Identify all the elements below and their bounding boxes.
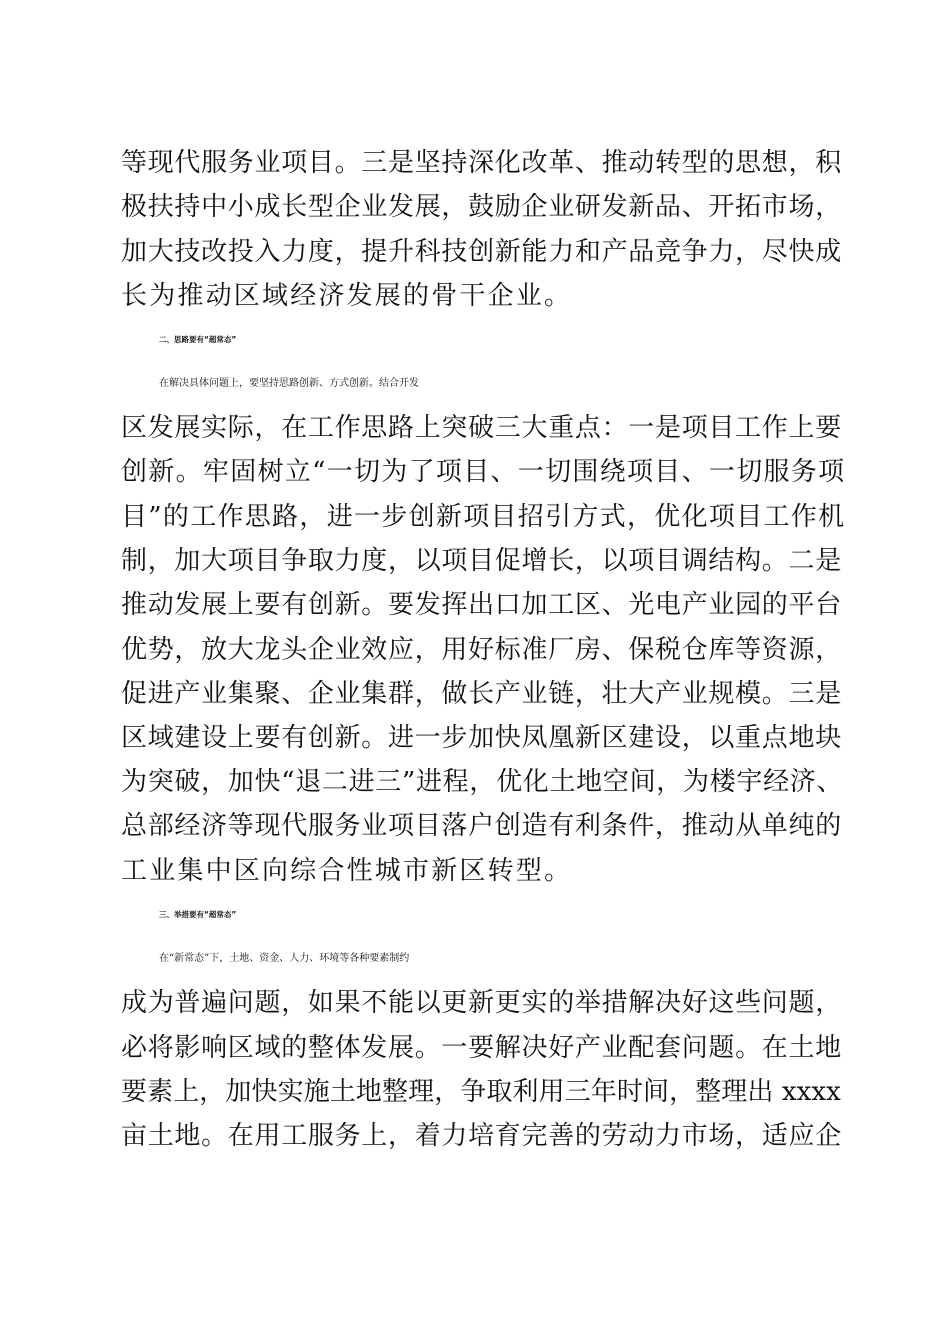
body-text-line: 工业集中区向综合性城市新区转型。 xyxy=(121,856,573,886)
body-text-line: 极扶持中小成长型企业发展，鼓励企业研发新品、开拓市场， xyxy=(121,192,842,222)
body-text-line: 亩土地。在用工服务上，着力培育完善的劳动力市场，适应企 xyxy=(121,1121,842,1151)
body-text-line: 必将影响区域的整体发展。一要解决好产业配套问题。在土地 xyxy=(121,1033,842,1063)
body-text-line: 在解决具体问题上，要坚持思路创新、方式创新。结合开发 xyxy=(159,378,419,389)
body-text-line: 等现代服务业项目。三是坚持深化改革、推动转型的思想，积 xyxy=(121,148,842,178)
section-heading-2: 二、思路要有“超常态” xyxy=(159,335,237,344)
body-text-line: 总部经济等现代服务业项目落户创造有利条件，推动从单纯的 xyxy=(121,811,842,841)
body-text-line: 在“新常态”下，土地、资金、人力、环境等各种要素制约 xyxy=(159,953,410,964)
body-text-line: 促进产业集聚、企业集群，做长产业链，壮大产业规模。三是 xyxy=(121,679,842,709)
body-text-line: 推动发展上要有创新。要发挥出口加工区、光电产业园的平台 xyxy=(121,590,842,620)
body-text-line: 目”的工作思路，进一步创新项目招引方式，优化项目工作机 xyxy=(121,502,846,532)
body-text-line: 区域建设上要有创新。进一步加快凤凰新区建设，以重点地块 xyxy=(121,723,842,753)
body-text-line: 为突破，加快“退二进三”进程，优化土地空间，为楼宇经济、 xyxy=(121,767,844,797)
body-text-line: 优势，放大龙头企业效应，用好标准厂房、保税仓库等资源， xyxy=(121,635,842,665)
body-text-line: 区发展实际，在工作思路上突破三大重点：一是项目工作上要 xyxy=(121,413,842,443)
section-heading-3: 三、举措要有“超常态” xyxy=(159,910,237,919)
body-text-line: 成为普遍问题，如果不能以更新更实的举措解决好这些问题， xyxy=(121,988,842,1018)
body-text-line: 创新。牢固树立“一切为了项目、一切围绕项目、一切服务项 xyxy=(121,457,846,487)
body-text-line: 长为推动区域经济发展的骨干企业。 xyxy=(121,281,573,311)
body-text-line: 制，加大项目争取力度，以项目促增长，以项目调结构。二是 xyxy=(121,546,842,576)
body-text-line: 要素上，加快实施土地整理，争取利用三年时间，整理出 xxxx xyxy=(121,1077,841,1107)
body-text-line: 加大技改投入力度，提升科技创新能力和产品竞争力，尽快成 xyxy=(121,237,842,267)
